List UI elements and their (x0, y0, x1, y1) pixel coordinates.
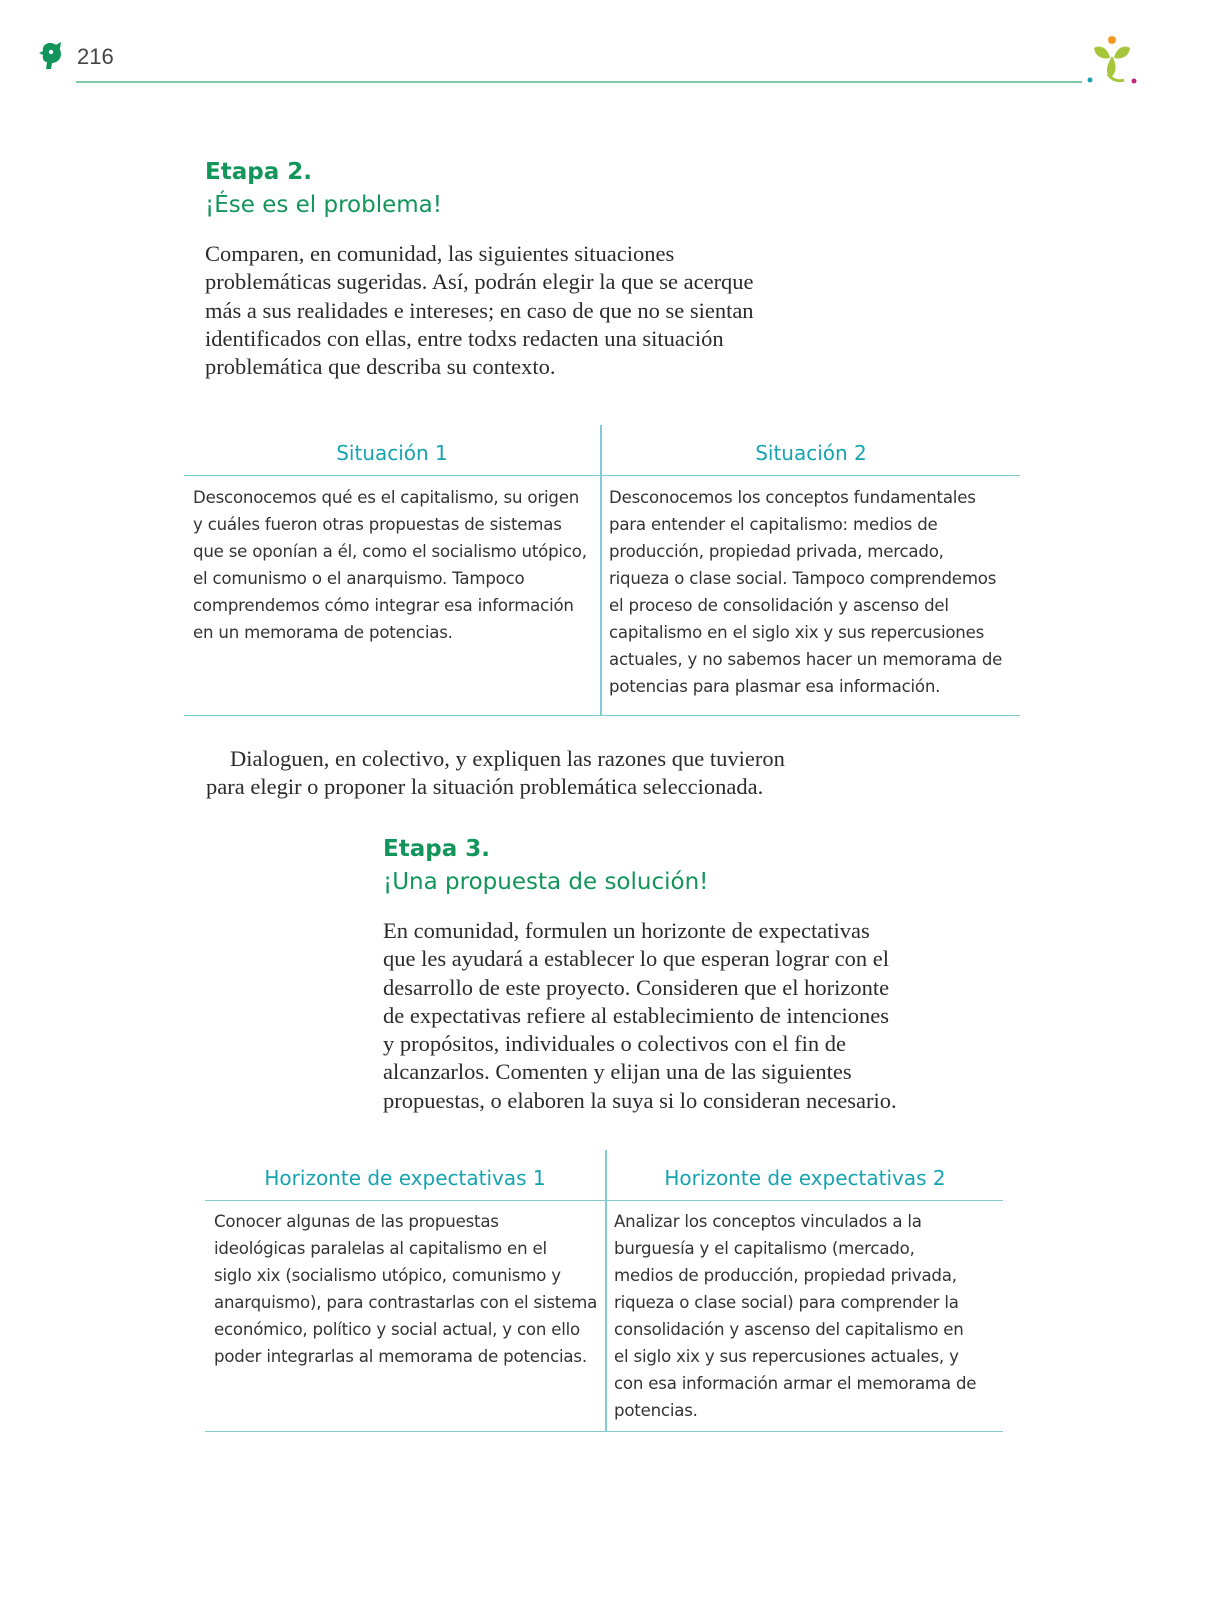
text-line: capitalismo en el siglo xix y sus repercusiones (609, 623, 985, 642)
text-line: siglo xix (socialismo utópico, comunismo y (214, 1266, 561, 1285)
text-line: el siglo xix y sus repercusiones actuales, y (614, 1347, 959, 1366)
page-header (0, 0, 1214, 100)
text-line: de expectativas refiere al establecimiento de intenciones (383, 1002, 890, 1028)
text-line: potencias para plasmar esa información. (609, 677, 941, 696)
text-line: con esa información armar el memorama de (614, 1374, 977, 1393)
text-line: potencias. (614, 1401, 698, 1420)
text-line: poder integrarlas al memorama de potencias. (214, 1347, 587, 1366)
green-figure-icon (36, 40, 68, 72)
text-line: que se oponían a él, como el socialismo utópico, (193, 542, 587, 561)
etapa3-intro (383, 917, 897, 1115)
text-line: anarquismo), para contrastarlas con el sistema (214, 1293, 598, 1312)
text-line: riqueza o clase social. Tampoco comprendemos (609, 569, 997, 588)
text-line: problemáticas sugeridas. Así, podrán elegir la que se acerque (205, 269, 754, 295)
text-line: Conocer algunas de las propuestas (214, 1212, 499, 1231)
text-line: alcanzarlos. Comenten y elijan una de las siguientes (383, 1059, 852, 1085)
etapa2-intro (205, 240, 754, 381)
text-line: y propósitos, individuales o colectivos con el fin de (383, 1031, 847, 1057)
text-line: el comunismo o el anarquismo. Tampoco (193, 569, 525, 588)
table-bottom-rule (205, 1431, 1003, 1433)
text-line: Desconocemos qué es el capitalismo, su origen (193, 488, 580, 507)
text-line: riqueza o clase social) para comprender la (614, 1293, 959, 1312)
table-header-cell: Situación 1 (336, 441, 448, 465)
text-line: actuales, y no sabemos hacer un memorama de (609, 650, 1003, 669)
horizontes-table (205, 1150, 1003, 1432)
table-bottom-rule (184, 715, 1020, 717)
text-line: y cuáles fueron otras propuestas de sistemas (193, 515, 562, 534)
situaciones-table (184, 425, 1020, 716)
table-cell (214, 1208, 602, 1370)
text-line: medios de producción, propiedad privada, (614, 1266, 957, 1285)
text-line: burguesía y el capitalismo (mercado, (614, 1239, 915, 1258)
etapa3-heading (383, 833, 708, 899)
table-cell (614, 1208, 999, 1424)
table-cell (609, 484, 1014, 700)
etapa2-heading (205, 156, 442, 222)
table-header-cell: Horizonte de expectativas 2 (664, 1166, 946, 1190)
etapa2-subtitle: ¡Ése es el problema! (205, 192, 442, 218)
etapa3-subtitle: ¡Una propuesta de solución! (383, 869, 709, 895)
text-line: consolidación y ascenso del capitalismo en (614, 1320, 964, 1339)
text-line: el proceso de consolidación y ascenso del (609, 596, 949, 615)
text-line: para entender el capitalismo: medios de (609, 515, 938, 534)
header-rule (76, 81, 1082, 83)
text-line: económico, político y social actual, y con ello (214, 1320, 580, 1339)
text-line: comprendemos cómo integrar esa información (193, 596, 574, 615)
text-line: para elegir o proponer la situación problemática seleccionada. (206, 774, 764, 800)
column-divider (600, 425, 602, 716)
table-header-cell: Horizonte de expectativas 1 (264, 1166, 546, 1190)
text-line: ideológicas paralelas al capitalismo en el (214, 1239, 547, 1258)
text-line: producción, propiedad privada, mercado, (609, 542, 944, 561)
etapa2-title: Etapa 2. (205, 159, 312, 185)
etapa2-dialog (206, 745, 785, 802)
text-line: Analizar los conceptos vinculados a la (614, 1212, 922, 1231)
text-line: Dialoguen, en colectivo, y expliquen las razones que tuvieron (230, 746, 785, 771)
table-cell (193, 484, 593, 646)
text-line: Desconocemos los conceptos fundamentales (609, 488, 976, 507)
text-line: en un memorama de potencias. (193, 623, 453, 642)
flower-logo-icon (1086, 34, 1138, 88)
text-line: propuestas, o elaboren la suya si lo consideran necesario. (383, 1087, 897, 1113)
page-number: 216 (77, 44, 114, 69)
text-line: En comunidad, formulen un horizonte de expectativas (383, 918, 870, 943)
column-divider (605, 1150, 607, 1432)
text-line: más a sus realidades e intereses; en caso de que no se sientan (205, 297, 754, 323)
text-line: desarrollo de este proyecto. Consideren que el horizonte (383, 974, 890, 1000)
text-line: problemática que describa su contexto. (205, 354, 556, 380)
text-line: que les ayudará a establecer lo que esperan lograr con el (383, 946, 889, 972)
text-line: identificados con ellas, entre todxs redacten una situación (205, 325, 724, 351)
table-header-cell: Situación 2 (755, 441, 867, 465)
etapa3-title: Etapa 3. (383, 836, 490, 862)
text-line: Comparen, en comunidad, las siguientes situaciones (205, 241, 675, 266)
